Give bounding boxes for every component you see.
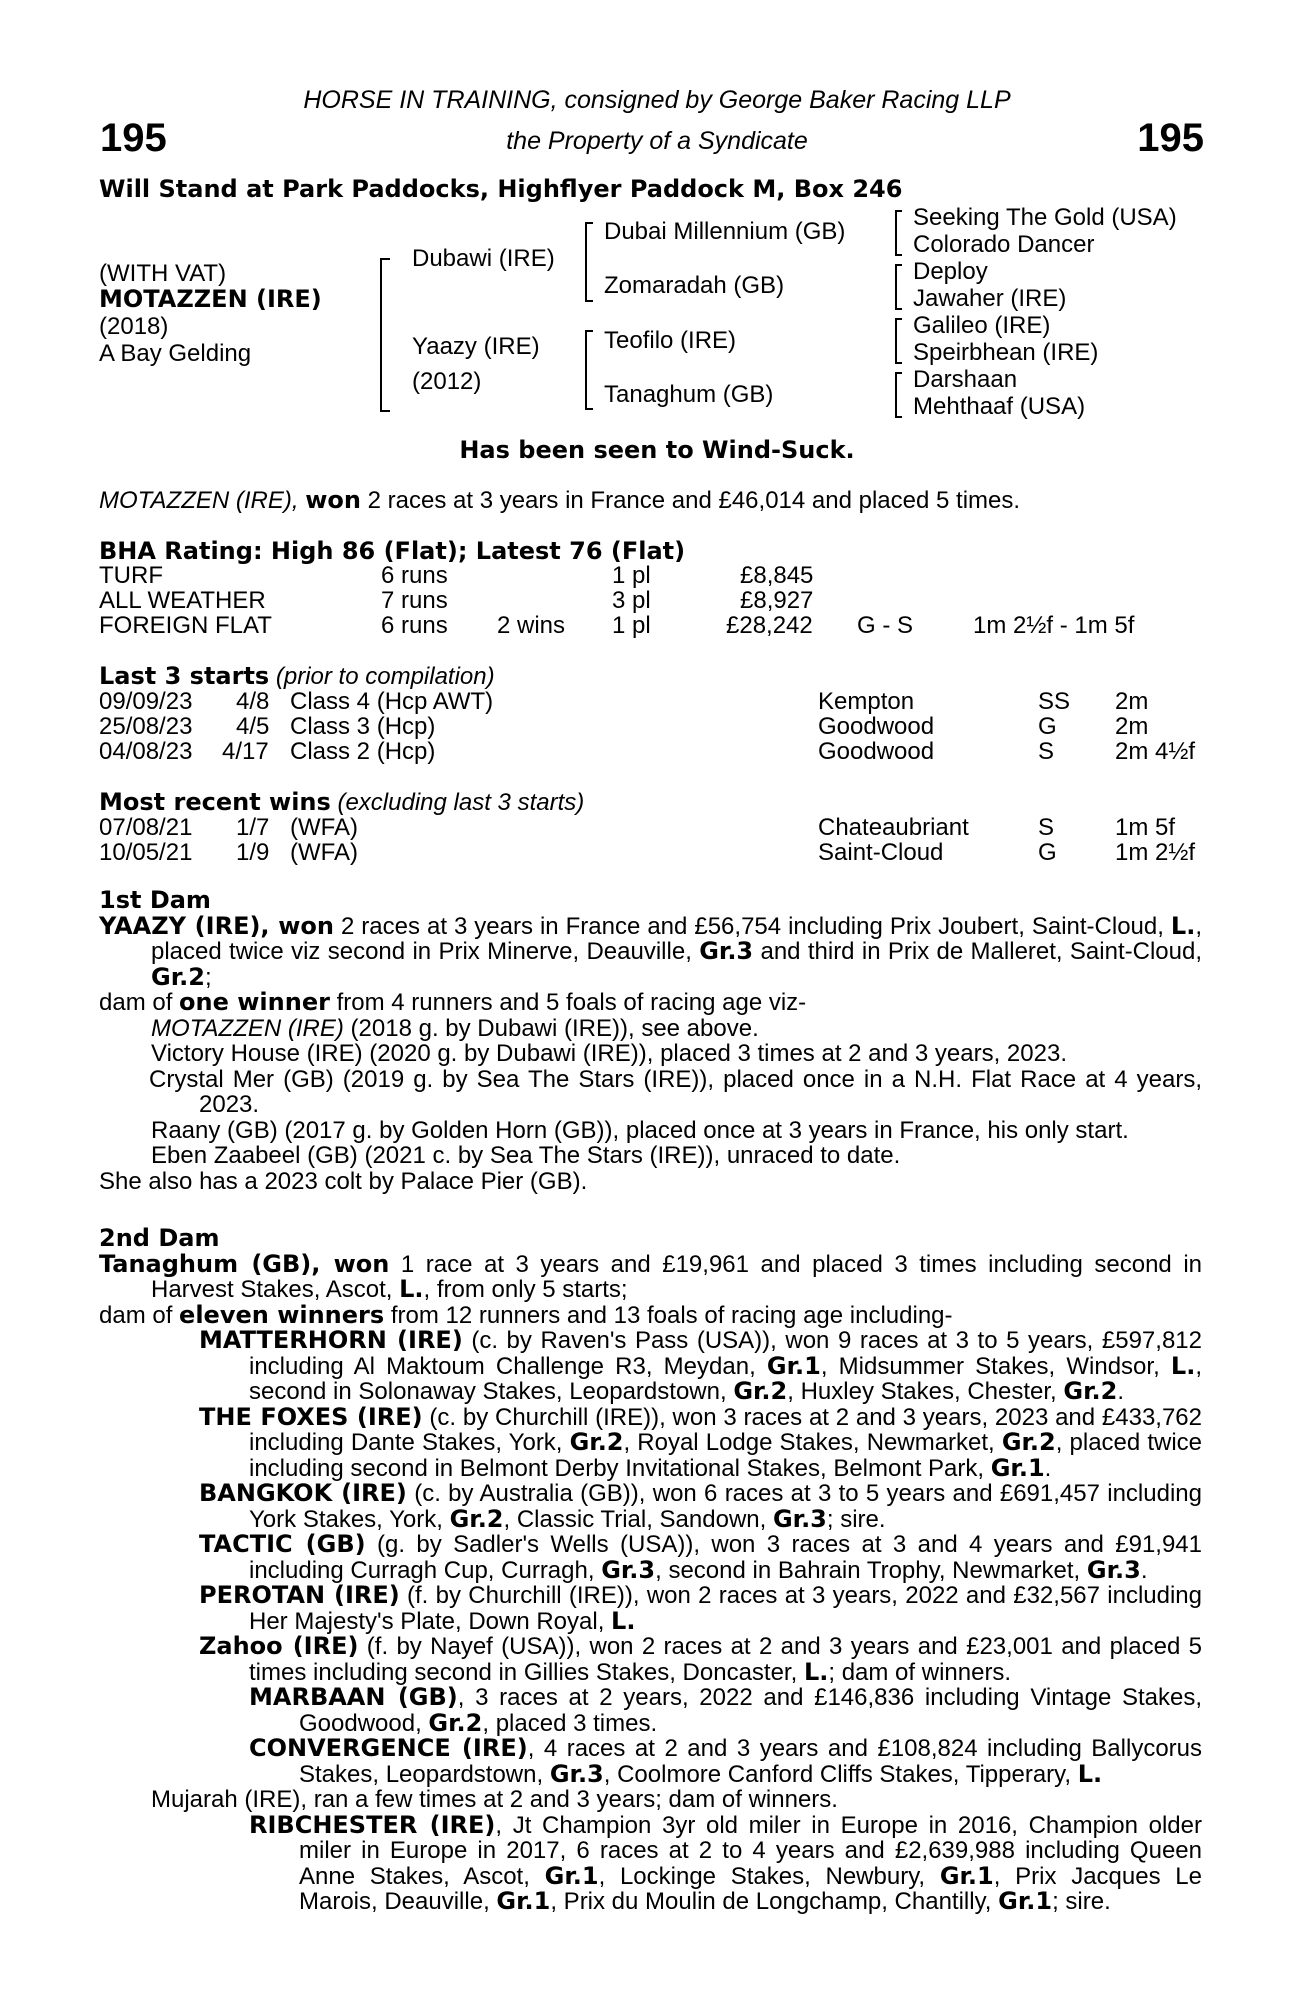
record-prize: £8,845: [740, 562, 814, 589]
start-position: 4/8: [236, 688, 270, 715]
gen3-1: Seeking The Gold (USA): [913, 204, 1177, 231]
second-dam-record: [99, 1249, 1202, 1303]
text-run: .: [1117, 1378, 1124, 1405]
second-dam-heading: 2nd Dam: [99, 1224, 220, 1252]
race-grade: Gr.2: [449, 1504, 504, 1533]
race-grade: L.: [803, 1657, 829, 1686]
race-grade: Gr.2: [428, 1708, 483, 1737]
text-run: ; dam of winners.: [828, 1658, 1012, 1686]
gen3-3: Deploy: [913, 258, 988, 285]
produce-name: RIBCHESTER (IRE): [249, 1810, 496, 1839]
text-run: , second in Bahrain Trophy, Newmarket,: [655, 1556, 1087, 1584]
property-line: the Property of a Syndicate: [506, 127, 808, 155]
consignor-line: HORSE IN TRAINING, consigned by George Baker Racing LLP: [303, 86, 1011, 114]
produce-name: Zahoo (IRE): [199, 1632, 359, 1660]
text-run: dam of: [99, 1301, 180, 1329]
produce-item: [99, 1532, 1202, 1583]
produce-name: PEROTAN (IRE): [199, 1581, 400, 1609]
first-dam-name: YAAZY (IRE), won: [99, 911, 334, 940]
text-run: , second in Solonaway Stakes, Leopardstown,: [249, 1352, 1202, 1405]
win-date: 07/08/21: [99, 814, 193, 841]
dam-dam: Tanaghum (GB): [604, 381, 774, 408]
start-distance: 2m: [1115, 713, 1149, 740]
win-course: Chateaubriant: [818, 814, 969, 841]
recent-wins-title: Most recent wins: [99, 788, 331, 816]
text-run: dam of: [99, 989, 180, 1016]
produce-item: Mujarah (IRE), ran a few times at 2 and 3 years; dam of winners.: [151, 1786, 838, 1813]
dam: Yaazy (IRE): [412, 333, 540, 360]
summary-name: MOTAZZEN (IRE),: [99, 487, 299, 514]
text-run: 2 races at 3 years in France and £56,754 including Prix Joubert, Saint-Cloud,: [333, 912, 1171, 940]
last-starts-heading: [99, 662, 495, 691]
text-run: from 4 runners and 5 foals of racing age viz-: [329, 989, 807, 1016]
first-dam-heading: 1st Dam: [99, 886, 211, 914]
start-going: S: [1038, 738, 1055, 765]
text-run: , from only 5 starts;: [423, 1276, 628, 1303]
horse-name: MOTAZZEN (IRE): [99, 285, 322, 313]
produce-name: MOTAZZEN (IRE): [151, 1014, 344, 1042]
start-distance: 2m 4½f: [1115, 738, 1196, 765]
race-grade: Gr.2: [1001, 1428, 1056, 1456]
produce-item: Eben Zaabeel (GB) (2021 c. by Sea The Stars (IRE)), unraced to date.: [151, 1142, 901, 1169]
text-run: (c. by Raven's Pass (USA)), won 9 races at 3 to 5 years, £597,812 including Al Maktoum Challenge R3, Meydan,: [249, 1327, 1202, 1380]
race-grade: L.: [1077, 1759, 1103, 1788]
text-run: , Royal Lodge Stakes, Newmarket,: [623, 1429, 1002, 1456]
gen3-6: Speirbhean (IRE): [913, 339, 1099, 366]
bha-rating: BHA Rating: High 86 (Flat); Latest 76 (Flat): [99, 537, 686, 565]
text-run: (f. by Churchill (IRE)), won 2 races at 3 years, 2022 and £32,567 including Her Majesty's Plate, Down Royal,: [249, 1582, 1202, 1635]
race-grade: Gr.1: [998, 1887, 1053, 1915]
record-prize: £28,242: [726, 612, 813, 639]
text-run: , 3 races at 2 years, 2022 and £146,836 including Vintage Stakes, Goodwood,: [299, 1684, 1203, 1737]
produce-name: MATTERHORN (IRE): [199, 1326, 463, 1354]
text-run: , placed 3 times.: [482, 1709, 658, 1737]
race-grade: L.: [1170, 1351, 1196, 1380]
text-run: 1 race at 3 years and £19,961 and placed 3 times including second in Harvest Stakes, Ascot,: [151, 1250, 1202, 1303]
race-grade: Gr.2: [733, 1377, 788, 1405]
gen3-5: Galileo (IRE): [913, 312, 1051, 339]
race-summary: [99, 486, 1020, 515]
sire-sire: Dubai Millennium (GB): [604, 218, 846, 245]
start-course: Goodwood: [818, 738, 935, 765]
start-date: 09/09/23: [99, 688, 193, 715]
produce-name: CONVERGENCE (IRE): [249, 1734, 528, 1762]
gen3-4: Jawaher (IRE): [913, 285, 1067, 312]
second-dam-name: Tanaghum (GB), won: [99, 1249, 390, 1278]
produce-item: [99, 1685, 1202, 1736]
race-grade: L.: [399, 1275, 424, 1303]
text-run: , placed twice viz second in Prix Minerve, Deauville,: [151, 912, 1202, 965]
text-run: (c. by Australia (GB)), won 6 races at 3 to 5 years and £691,457 including York Stakes, York,: [249, 1480, 1202, 1533]
win-course: Saint-Cloud: [818, 839, 944, 866]
text-run: , 4 races at 2 and 3 years and £108,824 including Ballycorus Stakes, Leopardstown,: [299, 1735, 1203, 1788]
record-placed: 3 pl: [612, 587, 651, 614]
start-date: 25/08/23: [99, 713, 193, 740]
start-race: Class 2 (Hcp): [290, 738, 436, 765]
race-grade: Gr.2: [569, 1428, 624, 1456]
text-run: , Jt Champion 3yr old miler in Europe in 2016, Champion older miler in Europe in 2017, 6 races at 2 to 4 years and £2,639,988 including Queen Anne Stakes, Ascot,: [299, 1811, 1202, 1890]
produce-item: [99, 1016, 1202, 1042]
race-grade: L.: [1170, 911, 1196, 940]
record-placed: 1 pl: [612, 612, 651, 639]
dam-year: (2012): [412, 368, 482, 395]
record-runs: 6 runs: [381, 612, 448, 639]
brace-g2: [895, 264, 902, 310]
sire-dam: Zomaradah (GB): [604, 272, 785, 299]
sire: Dubawi (IRE): [412, 245, 555, 272]
record-wins: 2 wins: [497, 612, 566, 639]
produce-item: Victory House (IRE) (2020 g. by Dubawi (IRE)), placed 3 times at 2 and 3 years, 2023.: [151, 1040, 1067, 1067]
last-starts-title: Last 3 starts: [99, 662, 270, 690]
produce-item: [99, 1402, 1203, 1482]
race-grade: Gr.3: [601, 1555, 656, 1584]
text-run: , Huxley Stakes, Chester,: [787, 1378, 1064, 1405]
text-run: (f. by Nayef (USA)), won 2 races at 2 and 3 years and £23,001 and placed 5 times including second in Gillies Stakes, Doncaster,: [249, 1633, 1202, 1686]
text-run: ; sire.: [826, 1505, 886, 1533]
start-going: G: [1038, 713, 1057, 740]
recent-wins-heading: [99, 788, 584, 817]
record-runs: 7 runs: [381, 587, 448, 614]
start-distance: 2m: [1115, 688, 1149, 715]
text-run: , placed twice including second in Belmont Derby Invitational Stakes, Belmont Park,: [249, 1429, 1203, 1482]
start-course: Kempton: [818, 688, 915, 715]
first-dam-record: [99, 911, 1202, 991]
start-position: 4/17: [222, 738, 269, 765]
second-dam-produce-summary: [99, 1300, 1202, 1329]
text-run: , Lockinge Stakes, Newbury,: [598, 1862, 940, 1890]
record-going: G - S: [857, 612, 914, 639]
text-run: (c. by Churchill (IRE)), won 3 races at 2 and 3 years, 2023 and £433,762 including Dante Stakes, York,: [249, 1403, 1203, 1456]
lot-number-left: 195: [100, 116, 167, 160]
summary-won: won: [305, 486, 361, 514]
start-race: Class 3 (Hcp): [290, 713, 436, 740]
last-starts-subtitle: (prior to compilation): [275, 663, 495, 690]
gen3-2: Colorado Dancer: [913, 231, 1095, 258]
lot-number-right: 195: [1137, 116, 1204, 160]
record-surface: ALL WEATHER: [99, 587, 266, 614]
produce-name: BANGKOK (IRE): [199, 1479, 407, 1507]
text-run: (g. by Sadler's Wells (USA)), won 3 races at 3 and 4 years and £91,941 including Curragh Cup, Curragh,: [249, 1531, 1202, 1584]
second-dam-section: [99, 1226, 1202, 1915]
race-grade: Gr.1: [990, 1453, 1045, 1482]
text-run: from 12 runners and 13 foals of racing age including-: [384, 1301, 953, 1329]
text-run: ;: [204, 963, 212, 991]
first-dam-section: [99, 888, 1202, 1194]
produce-note: She also has a 2023 colt by Palace Pier (GB).: [99, 1167, 588, 1195]
race-grade: Gr.3: [1086, 1555, 1141, 1584]
summary-text: 2 races at 3 years in France and £46,014 and placed 5 times.: [360, 487, 1021, 514]
text-run: and third in Prix de Malleret, Saint-Cloud,: [753, 938, 1202, 965]
win-date: 10/05/21: [99, 839, 193, 866]
produce-item: [99, 1583, 1202, 1634]
text-run: .: [1140, 1556, 1148, 1584]
produce-item: [99, 1328, 1202, 1405]
horse-year: (2018): [99, 313, 169, 340]
dam-sire: Teofilo (IRE): [604, 327, 737, 354]
text-run: , Classic Trial, Sandown,: [503, 1505, 773, 1533]
record-surface: FOREIGN FLAT: [99, 612, 272, 639]
race-grade: L.: [611, 1606, 636, 1635]
brace-g3: [895, 318, 902, 364]
win-going: S: [1038, 814, 1055, 841]
winner-count: one winner: [179, 988, 330, 1016]
record-surface: TURF: [99, 562, 163, 589]
race-grade: Gr.2: [1063, 1377, 1118, 1405]
produce-name: MARBAAN (GB): [249, 1683, 458, 1711]
race-grade: Gr.1: [544, 1861, 599, 1890]
brace-sire: [585, 222, 593, 302]
wind-suck-note: Has been seen to Wind-Suck.: [459, 436, 855, 464]
brace-g4: [895, 372, 902, 418]
produce-item: Raany (GB) (2017 g. by Golden Horn (GB)), placed once at 3 years in France, his only start.: [151, 1116, 1129, 1144]
win-position: 1/7: [236, 814, 270, 841]
brace-main: [380, 258, 390, 412]
recent-wins-subtitle: (excluding last 3 starts): [337, 789, 585, 816]
text-run: , Midsummer Stakes, Windsor,: [820, 1352, 1171, 1380]
win-race: (WFA): [290, 839, 358, 866]
brace-g1: [895, 210, 902, 256]
start-course: Goodwood: [818, 713, 935, 740]
race-grade: Gr.3: [772, 1504, 827, 1533]
race-grade: Gr.1: [766, 1351, 821, 1380]
produce-item: [99, 1810, 1202, 1915]
win-position: 1/9: [236, 839, 270, 866]
race-grade: Gr.1: [939, 1861, 994, 1890]
win-going: G: [1038, 839, 1057, 866]
produce-item: [99, 1481, 1202, 1532]
start-position: 4/5: [236, 713, 270, 740]
produce-name: THE FOXES (IRE): [199, 1402, 423, 1431]
start-going: SS: [1038, 688, 1071, 715]
produce-name: TACTIC (GB): [199, 1530, 366, 1558]
win-race: (WFA): [290, 814, 358, 841]
winner-count: eleven winners: [179, 1300, 385, 1329]
start-date: 04/08/23: [99, 738, 193, 765]
record-runs: 6 runs: [381, 562, 448, 589]
horse-description: A Bay Gelding: [99, 340, 252, 367]
produce-item: Crystal Mer (GB) (2019 g. by Sea The Stars (IRE)), placed once in a N.H. Flat Race at 4 years, 2023.: [149, 1065, 1202, 1118]
produce-item: [99, 1634, 1202, 1685]
record-placed: 1 pl: [612, 562, 651, 589]
text-run: , Coolmore Canford Cliffs Stakes, Tipperary,: [603, 1760, 1078, 1788]
win-distance: 1m 2½f: [1115, 839, 1196, 866]
gen3-8: Mehthaaf (USA): [913, 393, 1086, 420]
race-grade: Gr.1: [496, 1887, 551, 1915]
text-run: (2018 g. by Dubawi (IRE)), see above.: [343, 1014, 759, 1042]
gen3-7: Darshaan: [913, 366, 1018, 393]
win-distance: 1m 5f: [1115, 814, 1176, 841]
record-prize: £8,927: [740, 587, 814, 614]
first-dam-produce-summary: [99, 990, 1202, 1016]
race-grade: Gr.2: [151, 962, 205, 991]
text-run: .: [1044, 1454, 1052, 1482]
text-run: , Prix Jacques Le Marois, Deauville,: [299, 1862, 1202, 1915]
race-grade: Gr.3: [549, 1759, 604, 1788]
stand-line: Will Stand at Park Paddocks, Highflyer Paddock M, Box 246: [99, 175, 903, 203]
record-distance: 1m 2½f - 1m 5f: [973, 612, 1135, 639]
start-race: Class 4 (Hcp AWT): [290, 688, 494, 715]
produce-item: [99, 1736, 1202, 1787]
race-grade: Gr.3: [699, 937, 754, 965]
text-run: , Prix du Moulin de Longchamp, Chantilly,: [550, 1888, 999, 1915]
text-run: ; sire.: [1052, 1888, 1111, 1915]
vat-label: (WITH VAT): [99, 260, 227, 287]
brace-dam: [585, 330, 593, 410]
